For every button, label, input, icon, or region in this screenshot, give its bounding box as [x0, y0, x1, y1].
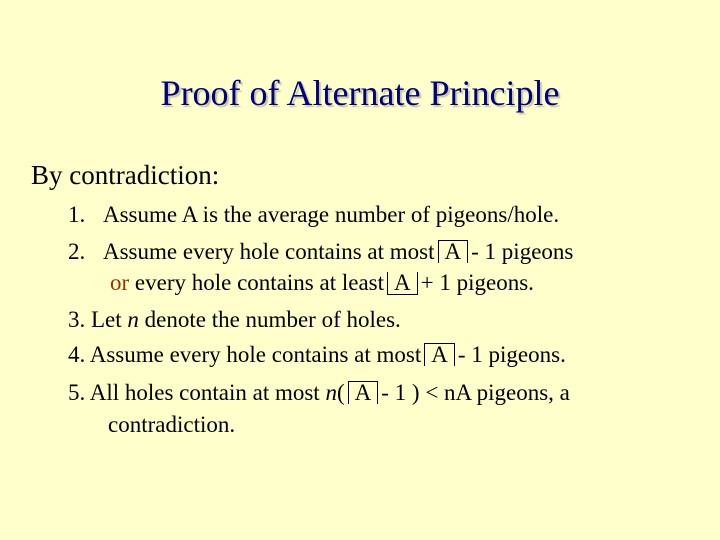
item-text: Let: [91, 307, 122, 332]
item-text-suffix: - 1 ) < nA pigeons, a: [381, 380, 570, 405]
item-text: contradiction.: [108, 412, 236, 437]
item-number: 2.: [68, 239, 86, 264]
connector-or: or: [110, 270, 130, 295]
item-text: Assume every hole contains at most: [89, 342, 422, 367]
floor-bracket: [387, 272, 418, 295]
floor-variable: A: [394, 270, 411, 295]
list-item-2: [68, 237, 573, 267]
item-text-suffix: - 1 pigeons: [471, 239, 574, 264]
ceiling-bracket: [348, 381, 379, 404]
item-text-suffix: denote the number of holes.: [144, 307, 401, 332]
item-text: every hole contains at least: [134, 270, 384, 295]
ceiling-variable: A: [431, 342, 448, 367]
item-number: 1.: [68, 202, 86, 227]
paren-open: (: [336, 380, 345, 405]
item-number: 5.: [68, 380, 86, 405]
item-number: 4.: [68, 342, 86, 367]
slide-title: Proof of Alternate Principle: [160, 73, 560, 113]
item-text-suffix: - 1 pigeons.: [457, 342, 566, 367]
variable-n: n: [127, 307, 139, 332]
list-item-2-continuation: [110, 268, 534, 298]
item-number: 3.: [68, 307, 86, 332]
variable-n: n: [325, 380, 337, 405]
ceiling-bracket: [424, 343, 455, 366]
ceiling-variable: A: [354, 380, 372, 405]
list-item-1: [68, 200, 559, 230]
heading: By contradiction:: [31, 160, 220, 190]
item-text: Assume every hole contains at most: [103, 239, 435, 264]
ceiling-bracket: [438, 240, 469, 263]
list-item-5-continuation: [108, 410, 235, 440]
list-item-5: [68, 378, 570, 408]
item-text: All holes contain at most: [89, 380, 320, 405]
list-item-4: [68, 340, 566, 370]
item-text-suffix: + 1 pigeons.: [420, 270, 534, 295]
list-item-3: [68, 305, 401, 335]
item-text: Assume A is the average number of pigeons/hole.: [103, 202, 560, 227]
ceiling-variable: A: [444, 239, 462, 264]
